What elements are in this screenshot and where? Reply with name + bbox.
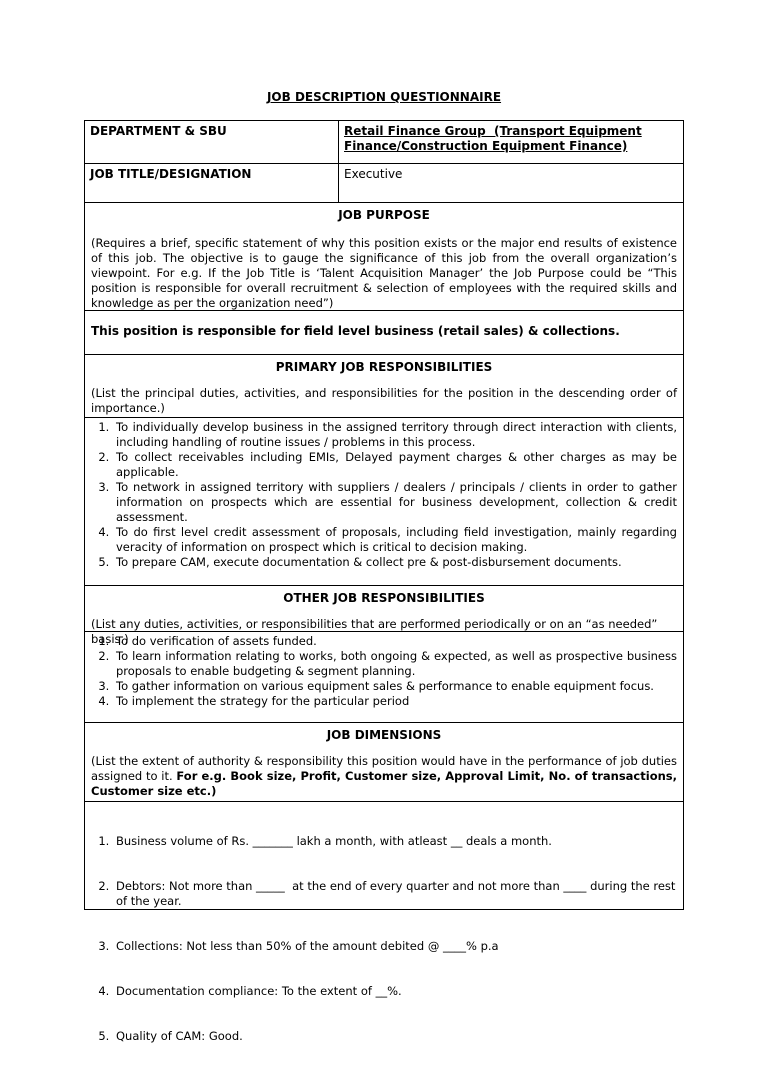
list-item: 5. Quality of CAM: Good. xyxy=(113,1029,677,1044)
job-dimensions-description-plain: (List the extent of authority & responsibility this position would have in the performance of job duties assigned to it. xyxy=(91,754,677,783)
job-purpose-statement-row xyxy=(85,311,683,355)
department-label: DEPARTMENT & SBU xyxy=(85,121,339,163)
job-purpose-section xyxy=(85,203,683,311)
list-item: 3. To network in assigned territory with suppliers / dealers / principals / clients in order to gather information on prospects which are essential for business development, collection & credit assessment. xyxy=(113,480,677,525)
questionnaire-table xyxy=(84,120,684,1043)
list-item: 1. To do verification of assets funded. xyxy=(113,634,677,649)
list-item: 2. Debtors: Not more than _____ at the end of every quarter and not more than ____ during the rest of the year. xyxy=(113,879,677,909)
job-dimensions-list xyxy=(85,802,683,1078)
list-item: 1. Business volume of Rs. _______ lakh a month, with atleast __ deals a month. xyxy=(113,834,677,849)
job-title-label: JOB TITLE/DESIGNATION xyxy=(85,164,339,202)
list-item: 2. To learn information relating to works, both ongoing & expected, as well as prospective business proposals to enable budgeting & segment planning. xyxy=(113,649,677,679)
other-responsibilities-description: (List any duties, activities, or responsibilities that are performed periodically or on an “as needed” basis.) xyxy=(91,617,658,646)
primary-responsibilities-header xyxy=(85,355,683,418)
department-value-line2: Finance/Construction Equipment Finance) xyxy=(344,139,628,153)
job-dimensions-description xyxy=(85,754,683,802)
job-purpose-heading: JOB PURPOSE xyxy=(338,208,430,222)
other-responsibilities-list xyxy=(85,632,683,713)
department-value xyxy=(339,121,683,163)
job-dimensions-heading: JOB DIMENSIONS xyxy=(326,728,442,742)
job-purpose-description: (Requires a brief, specific statement of why this position exists or the major end results of existence of this job. The objective is to gauge the significance of this job from the overall organization’s viewpoint. For e.g. If the Job Title is ‘Talent Acquisition Manager’ the Job Purpose could be “This position is responsible for overall recruitment & selection of employees with the required skills and knowledge as per the organization need”) xyxy=(91,236,677,310)
job-dimensions-header xyxy=(85,723,683,802)
list-item: 4. Documentation compliance: To the extent of __%. xyxy=(113,984,677,999)
other-responsibilities-heading: OTHER JOB RESPONSIBILITIES xyxy=(283,591,485,605)
list-item: 2. To collect receivables including EMIs, Delayed payment charges & other charges as may be applicable. xyxy=(113,450,677,480)
primary-responsibilities-description: (List the principal duties, activities, and responsibilities for the position in the descending order of importance.) xyxy=(91,386,677,415)
department-value-line1: Retail Finance Group (Transport Equipment xyxy=(344,124,642,138)
job-dimensions-description-bold: For e.g. Book size, Profit, Customer size, Approval Limit, No. of transactions, Customer size etc.) xyxy=(91,769,677,798)
document-title: JOB DESCRIPTION QUESTIONNAIRE xyxy=(266,90,502,104)
list-item: 3. To gather information on various equipment sales & performance to enable equipment focus. xyxy=(113,679,677,694)
job-title-value: Executive xyxy=(344,167,403,181)
list-item: 3. Collections: Not less than 50% of the amount debited @ ____% p.a xyxy=(113,939,677,954)
primary-responsibilities-heading: PRIMARY JOB RESPONSIBILITIES xyxy=(275,360,493,374)
department-row xyxy=(85,121,683,164)
list-item: 5. To prepare CAM, execute documentation & collect pre & post-disbursement documents. xyxy=(113,555,677,570)
primary-responsibilities-list-row xyxy=(85,418,683,586)
list-item: 1. To individually develop business in the assigned territory through direct interaction with clients, including handling of routine issues / problems in this process. xyxy=(113,420,677,450)
primary-responsibilities-list xyxy=(85,418,683,574)
list-item: 4. To do first level credit assessment of proposals, including field investigation, mainly regarding veracity of information on prospect which is critical to decision making. xyxy=(113,525,677,555)
other-responsibilities-list-row xyxy=(85,632,683,723)
job-dimensions-list-row xyxy=(85,802,683,1043)
job-purpose-statement: This position is responsible for field level business (retail sales) & collections. xyxy=(91,324,620,338)
list-item: 4. To implement the strategy for the particular period xyxy=(113,694,677,709)
job-title-row xyxy=(85,164,683,203)
